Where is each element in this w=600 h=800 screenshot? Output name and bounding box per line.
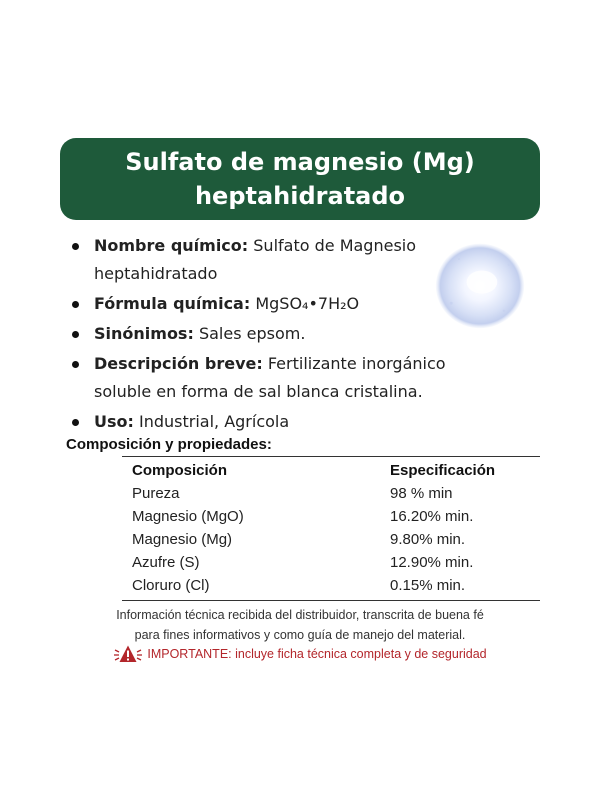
table-cell: 98 % min — [390, 485, 453, 502]
title-line-2: heptahidratado — [194, 182, 406, 210]
warning-text: IMPORTANTE: incluye ficha técnica completa y de seguridad — [147, 647, 487, 661]
bullet-label: Uso: — [94, 412, 134, 431]
bullet-label: Fórmula química: — [94, 294, 251, 313]
table-cell: Magnesio (Mg) — [132, 531, 233, 548]
bullet-dot — [72, 419, 79, 426]
bullet-text-cont: heptahidratado — [94, 264, 218, 283]
table-cell: 12.90% min. — [390, 554, 474, 571]
bullet-label: Descripción breve: — [94, 354, 263, 373]
table-row — [122, 574, 540, 597]
table-row — [122, 505, 540, 528]
table-cell: Azufre (S) — [132, 554, 200, 571]
bullet-sinonimos — [66, 320, 486, 348]
bullet-formula-quimica — [66, 290, 486, 318]
bullet-text-cont: soluble en forma de sal blanca cristalina. — [94, 382, 423, 401]
bullet-uso — [66, 408, 486, 436]
table-row — [122, 528, 540, 551]
bullet-text: Fertilizante inorgánico — [262, 354, 446, 373]
bullet-descripcion-breve — [66, 350, 486, 406]
bullet-text: Sulfato de Magnesio — [248, 236, 417, 255]
table-row — [122, 551, 540, 574]
important-notice — [60, 644, 540, 664]
bullet-label: Sinónimos: — [94, 324, 194, 343]
bullet-text: MgSO₄•7H₂O — [250, 294, 360, 313]
bullet-nombre-quimico — [66, 232, 486, 288]
bullet-text: Sales epsom. — [193, 324, 306, 343]
disclaimer-line-2: para fines informativos y como guía de manejo del material. — [134, 628, 466, 642]
title-banner — [60, 138, 540, 220]
warning-icon — [113, 644, 143, 664]
table-cell: Pureza — [132, 485, 180, 502]
table-header-composicion: Composición — [132, 462, 228, 479]
disclaimer-line-1: Información técnica recibida del distribuidor, transcrita de buena fé — [116, 608, 484, 622]
bullet-dot — [72, 243, 79, 250]
title-line-1: Sulfato de magnesio (Mg) — [125, 148, 475, 176]
bullet-dot — [72, 331, 79, 338]
table-header-row — [122, 459, 540, 482]
composition-table — [122, 456, 540, 601]
table-cell: 0.15% min. — [390, 577, 466, 594]
property-list — [66, 232, 486, 436]
table-row — [122, 482, 540, 505]
disclaimer-note — [60, 605, 540, 645]
bullet-label: Nombre químico: — [94, 236, 249, 255]
bullet-dot — [72, 361, 79, 368]
table-header-especificacion: Especificación — [390, 462, 496, 479]
table-cell: Cloruro (Cl) — [132, 577, 210, 594]
table-cell: 16.20% min. — [390, 508, 474, 525]
table-cell: Magnesio (MgO) — [132, 508, 244, 525]
composition-heading: Composición y propiedades: — [66, 436, 272, 453]
table-cell: 9.80% min. — [390, 531, 466, 548]
bullet-dot — [72, 301, 79, 308]
bullet-text: Industrial, Agrícola — [133, 412, 290, 431]
